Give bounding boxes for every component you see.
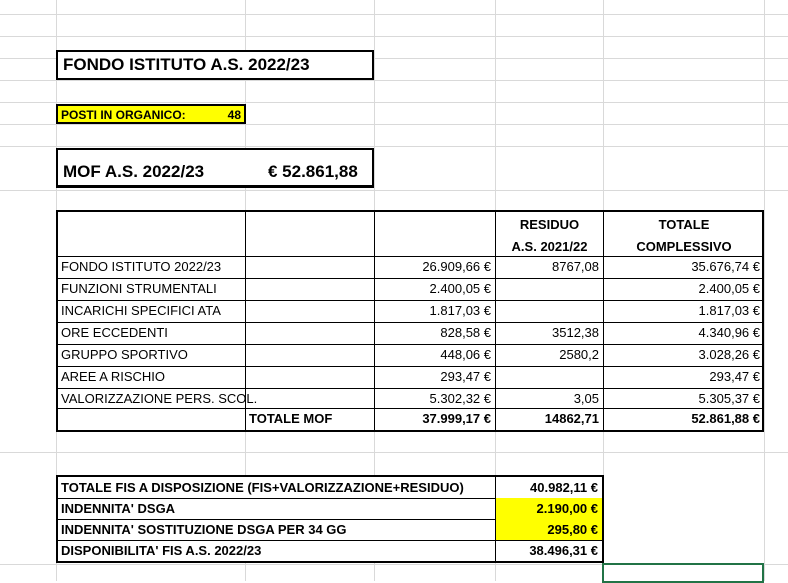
posti-organico-cell[interactable] — [56, 104, 246, 124]
row-amount[interactable]: 448,06 € — [440, 347, 491, 362]
mof-value: € 52.861,88 — [268, 162, 358, 181]
total-mof-residuo[interactable]: 14862,71 — [544, 411, 599, 426]
grid-row-line — [0, 146, 788, 147]
mof-table — [56, 210, 764, 432]
grid-row-line — [0, 190, 788, 191]
row-residuo[interactable]: 8767,08 — [552, 259, 599, 274]
total-mof-amount[interactable]: 37.999,17 € — [422, 411, 491, 426]
fondo-title-cell[interactable] — [56, 50, 374, 80]
summary-label[interactable]: DISPONIBILITA' FIS A.S. 2022/23 — [61, 543, 262, 558]
row-amount[interactable]: 828,58 € — [440, 325, 491, 340]
row-label[interactable]: FUNZIONI STRUMENTALI — [61, 281, 217, 296]
summary-value[interactable]: 2.190,00 € — [496, 498, 602, 519]
row-residuo[interactable]: 3,05 — [573, 391, 599, 406]
grid-row-line — [0, 124, 788, 125]
row-label[interactable]: VALORIZZAZIONE PERS. SCOL. — [61, 391, 258, 406]
row-totale[interactable]: 2.400,05 € — [698, 281, 760, 296]
grid-row-line — [0, 14, 788, 15]
row-totale[interactable]: 4.340,96 € — [698, 325, 760, 340]
header-residuo: RESIDUO — [519, 217, 580, 232]
summary-value[interactable]: 38.496,31 € — [529, 543, 598, 558]
row-amount[interactable]: 293,47 € — [440, 369, 491, 384]
row-totale[interactable]: 3.028,26 € — [698, 347, 760, 362]
summary-value[interactable]: 40.982,11 € — [530, 480, 598, 495]
summary-label[interactable]: TOTALE FIS A DISPOSIZIONE (FIS+VALORIZZAZIONE+RESIDUO) — [61, 480, 464, 495]
total-mof-label[interactable]: TOTALE MOF — [249, 411, 333, 426]
summary-table — [56, 475, 604, 563]
row-label[interactable]: FONDO ISTITUTO 2022/23 — [61, 259, 222, 274]
grid-row-line — [0, 452, 788, 453]
grid-row-line — [0, 80, 788, 81]
posti-value: 48 — [227, 108, 241, 122]
summary-label[interactable]: INDENNITA' DSGA — [61, 501, 176, 516]
header-complessivo: COMPLESSIVO — [636, 239, 732, 254]
summary-label[interactable]: INDENNITA' SOSTITUZIONE DSGA PER 34 GG — [61, 522, 347, 537]
row-totale[interactable]: 35.676,74 € — [691, 259, 760, 274]
total-mof-totale[interactable]: 52.861,88 € — [691, 411, 760, 426]
row-amount[interactable]: 26.909,66 € — [422, 259, 491, 274]
posti-label: POSTI IN ORGANICO: — [61, 108, 186, 122]
grid-row-line — [0, 102, 788, 103]
row-label[interactable]: GRUPPO SPORTIVO — [61, 347, 188, 362]
row-label[interactable]: ORE ECCEDENTI — [61, 325, 168, 340]
active-cell-selection[interactable] — [602, 563, 764, 583]
row-totale[interactable]: 5.305,37 € — [698, 391, 760, 406]
row-totale[interactable]: 1.817,03 € — [698, 303, 760, 318]
row-amount[interactable]: 2.400,05 € — [429, 281, 491, 296]
row-amount[interactable]: 5.302,32 € — [429, 391, 491, 406]
row-residuo[interactable]: 3512,38 — [552, 325, 599, 340]
row-residuo[interactable]: 2580,2 — [559, 347, 599, 362]
fondo-title: FONDO ISTITUTO A.S. 2022/23 — [63, 55, 310, 74]
mof-label: MOF A.S. 2022/23 — [63, 162, 205, 181]
grid-col-line — [764, 0, 765, 581]
row-label[interactable]: INCARICHI SPECIFICI ATA — [61, 303, 221, 318]
grid-row-line — [0, 36, 788, 37]
row-label[interactable]: AREE A RISCHIO — [61, 369, 166, 384]
row-amount[interactable]: 1.817,03 € — [429, 303, 491, 318]
mof-cell[interactable] — [56, 148, 374, 188]
header-totale: TOTALE — [658, 217, 710, 232]
row-totale[interactable]: 293,47 € — [709, 369, 760, 384]
summary-value[interactable]: 295,80 € — [496, 519, 602, 540]
header-residuo-year: A.S. 2021/22 — [511, 239, 588, 254]
